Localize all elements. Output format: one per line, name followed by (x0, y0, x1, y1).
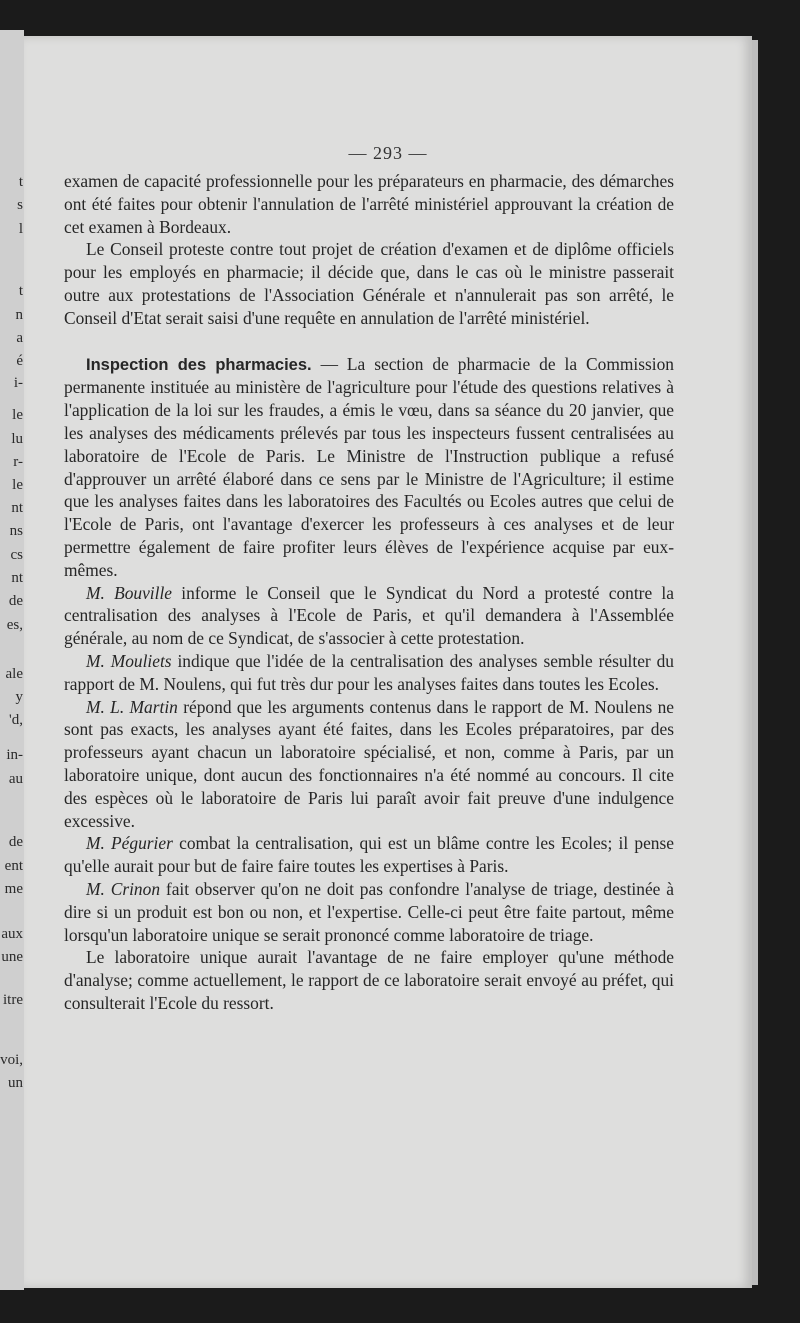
paragraph-crinon (64, 878, 674, 946)
margin-fragment: ale (5, 666, 23, 682)
document-page (24, 36, 752, 1288)
margin-fragment: es, (6, 617, 23, 633)
margin-fragment: le (12, 407, 23, 423)
speaker-name: M. Bouville (86, 582, 173, 603)
adjacent-page-strip (0, 30, 24, 1290)
paragraph-mouliets (64, 650, 674, 696)
paragraph-text: informe le Conseil que le Syndicat du Nord a protesté contre la centralisation des analyses à l'Ecole de Paris, et qu'il demandera à l'Assemblée générale, au nom de ce Syndicat, de s'associer à cette protestation. (64, 582, 674, 649)
margin-fragment: in- (6, 747, 23, 763)
margin-fragment: t (18, 174, 23, 190)
paragraph-laboratoire-unique: Le laboratoire unique aurait l'avantage de ne faire employer qu'une méthode d'analyse; comme actuellement, le rapport de ce laboratoire serait envoyé au préfet, qui consulterait l'Ecole du ressort. (64, 947, 674, 1013)
paragraph-text: — La section de pharmacie de la Commission permanente instituée au ministère de l'agriculture pour l'étude des questions relatives à l'application de la loi sur les fraudes, a émis le vœu, dans sa séance du 20 janvier, que les analyses des médicaments prélevés par tous les inspecteurs fussent centralisées au laboratoire de l'Ecole de Paris. Le Ministre de l'Instruction publique a refusé d'approuver un arrêté élaboré dans ce sens par le Ministre de l'Agriculture; il estime que les analyses faites dans les laboratoires des Facultés ou Ecoles autres que celui de l'Ecole de Paris, ont l'avantage d'exercer les professeurs à ces analyses et de leur permettre également de faire profiter leurs élèves de l'expérience acquise par eux-mêmes. (64, 353, 674, 580)
speaker-name: M. Pégurier (86, 833, 173, 854)
margin-fragment: nt (11, 570, 23, 586)
paragraph-inspection (64, 353, 674, 582)
paragraph-text: indique que l'idée de la centralisation des analyses semble résulter du rapport de M. Noulens, qui fut très dur pour les analyses faites dans toutes les Ecoles. (64, 650, 674, 694)
speaker-name: M. L. Martin (86, 696, 178, 717)
margin-fragment: t (18, 283, 23, 299)
margin-fragment: de (8, 834, 23, 850)
margin-fragment: cs (10, 547, 23, 563)
margin-fragment: de (8, 593, 23, 609)
margin-fragment: n (15, 307, 23, 323)
margin-fragment: me (4, 881, 23, 897)
margin-fragment: itre (3, 992, 23, 1008)
margin-fragment: une (1, 949, 23, 965)
paragraph-martin (64, 696, 674, 833)
margin-fragment: a (16, 330, 23, 346)
paragraph-pegurier (64, 832, 674, 878)
margin-fragment: ent (4, 858, 23, 874)
paragraph-continuation: examen de capacité professionnelle pour les préparateurs en pharmacie, des démarches ont été faites pour obtenir l'annulation de l'arrêté ministériel approuvant la création de cet examen à Bordeaux. (64, 171, 674, 237)
margin-fragment: s (17, 197, 23, 213)
margin-fragment: y (15, 689, 23, 705)
margin-fragment: le (12, 477, 23, 493)
margin-fragment: aux (1, 926, 23, 942)
paragraph-conseil-proteste: Le Conseil proteste contre tout projet de création d'examen et de diplôme officiels pour les employés en pharmacie; il décide que, dans le cas où le ministre passerait outre aux protestations de l'Association Générale et n'annulerait pas son arrêté, le Conseil d'Etat serait saisi d'une requête en annulation de l'arrêté ministériel. (64, 239, 674, 328)
section-heading: Inspection des pharmacies. (86, 355, 312, 374)
margin-fragment: ns (9, 523, 23, 539)
margin-fragment: au (8, 771, 23, 787)
paragraph-text: combat la centralisation, qui est un blâme contre les Ecoles; il pense qu'elle aurait pour but de faire faire toutes les expertises à Paris. (64, 833, 674, 877)
margin-fragment: lu (11, 431, 23, 447)
margin-fragment: i- (13, 375, 23, 391)
margin-fragment: nt (11, 500, 23, 516)
speaker-name: M. Crinon (86, 878, 161, 899)
margin-fragment: 'd, (9, 712, 23, 728)
margin-fragment: un (8, 1075, 23, 1091)
page-edge (752, 40, 758, 1285)
margin-fragment: l (18, 221, 23, 237)
margin-fragment: r- (13, 454, 23, 470)
margin-fragment: voi, (0, 1052, 23, 1068)
paragraph-text: répond que les arguments contenus dans le rapport de M. Noulens ne sont pas exacts, les analyses ayant été faites, dans les Ecoles préparatoires, par des professeurs ayant chacun un laboratoire spécialisé, et non, comme à Paris, par un laboratoire unique, dont aucun des fonctionnaires n'a été nommé au concours. Il cite des espèces où le laboratoire de Paris lui paraît avoir fait preuve d'une indulgence excessive. (64, 696, 674, 831)
body-text (64, 170, 674, 1015)
paragraph-text: fait observer qu'on ne doit pas confondre l'analyse de triage, destinée à dire si un produit est bon ou non, et l'expertise. Celle-ci peut être faite partout, même lorsqu'un laboratoire unique se serait prononcé comme laboratoire de triage. (64, 878, 674, 945)
speaker-name: M. Mouliets (86, 650, 172, 671)
margin-fragment: é (16, 353, 23, 369)
paragraph-bouville (64, 582, 674, 650)
page-number: — 293 — (348, 143, 428, 163)
